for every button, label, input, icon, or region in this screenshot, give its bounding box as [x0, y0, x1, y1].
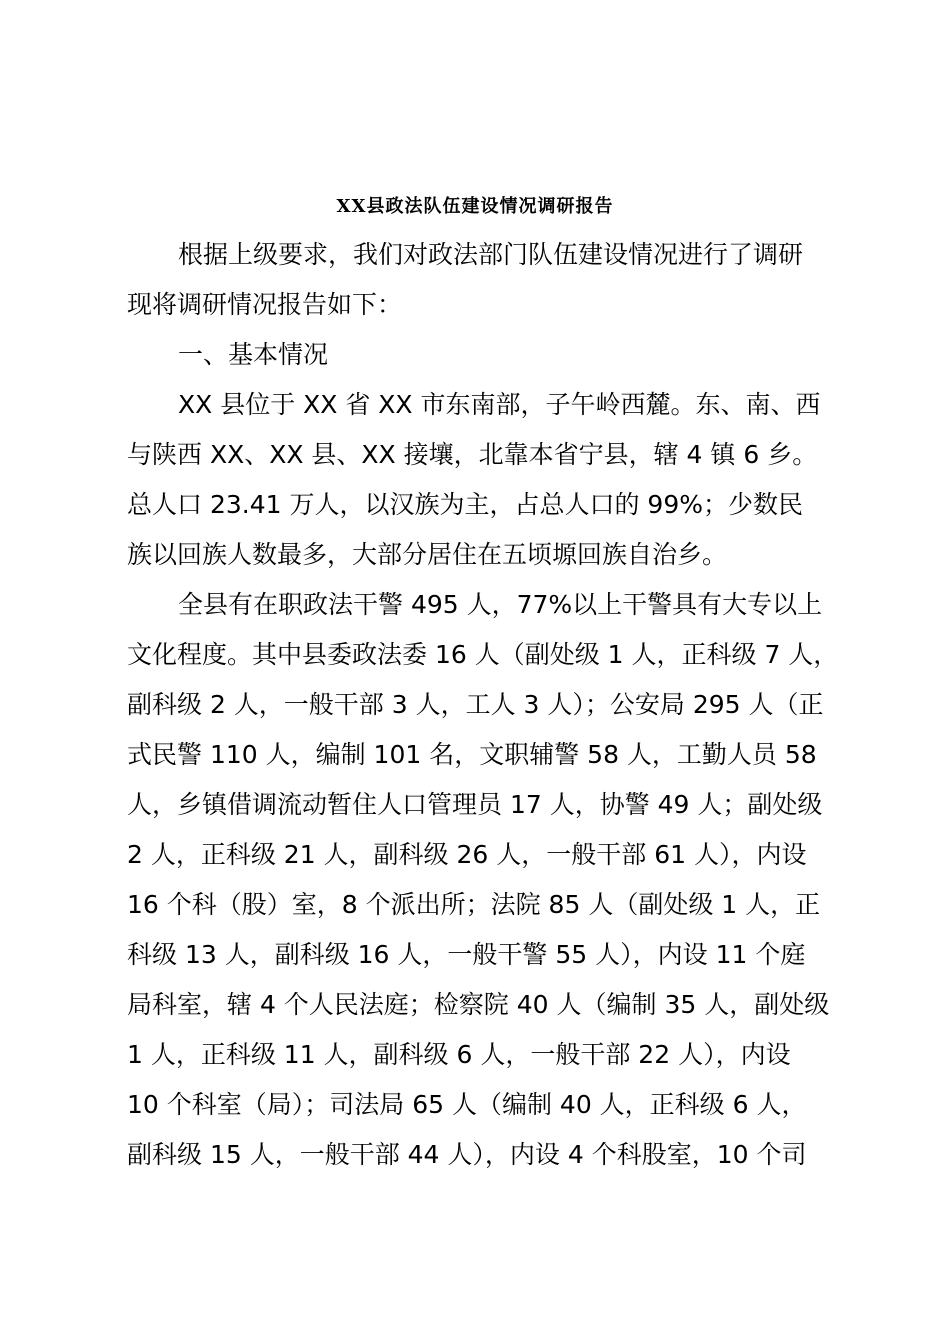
body-line: 科级 13 人，副科级 16 人，一般干警 55 人），内设 11 个庭 — [127, 940, 806, 969]
body-line: 族以回族人数最多，大部分居住在五顷塬回族自治乡。 — [127, 540, 728, 569]
body-line: 全县有在职政法干警 495 人，77%以上干警具有大专以上 — [178, 590, 823, 619]
body-line: XX 县位于 XX 省 XX 市东南部，子午岭西麓。东、南、西 — [178, 390, 821, 419]
body-line: 局科室，辖 4 个人民法庭；检察院 40 人（编制 35 人，副处级 — [127, 990, 830, 1019]
body-line: 根据上级要求，我们对政法部门队伍建设情况进行了调研 — [178, 240, 804, 269]
body-line: 10 个科室（局）；司法局 65 人（编制 40 人，正科级 6 人， — [127, 1090, 807, 1119]
body-line: 现将调研情况报告如下： — [127, 290, 403, 319]
body-line: 16 个科（股）室，8 个派出所；法院 85 人（副处级 1 人，正 — [127, 890, 821, 919]
body-line: 式民警 110 人，编制 101 名，文职辅警 58 人，工勤人员 58 — [127, 740, 817, 769]
body-line: 人，乡镇借调流动暂住人口管理员 17 人，协警 49 人；副处级 — [127, 790, 823, 819]
body-line: 副科级 2 人，一般干部 3 人，工人 3 人）；公安局 295 人（正 — [127, 690, 824, 719]
body-line: 1 人，正科级 11 人，副科级 6 人，一般干部 22 人），内设 — [127, 1040, 791, 1069]
body-line: 与陕西 XX、XX 县、XX 接壤，北靠本省宁县，辖 4 镇 6 乡。 — [127, 440, 818, 469]
body-line: 2 人，正科级 21 人，副科级 26 人，一般干部 61 人），内设 — [127, 840, 807, 869]
body-line: 副科级 15 人，一般干部 44 人），内设 4 个科股室，10 个司 — [127, 1140, 807, 1169]
section-heading: 一、基本情况 — [178, 340, 329, 369]
document-title: XX县政法队伍建设情况调研报告 — [336, 196, 614, 217]
body-line: 总人口 23.41 万人，以汉族为主，占总人口的 99%；少数民 — [127, 490, 803, 519]
body-line: 文化程度。其中县委政法委 16 人（副处级 1 人，正科级 7 人， — [127, 640, 839, 669]
